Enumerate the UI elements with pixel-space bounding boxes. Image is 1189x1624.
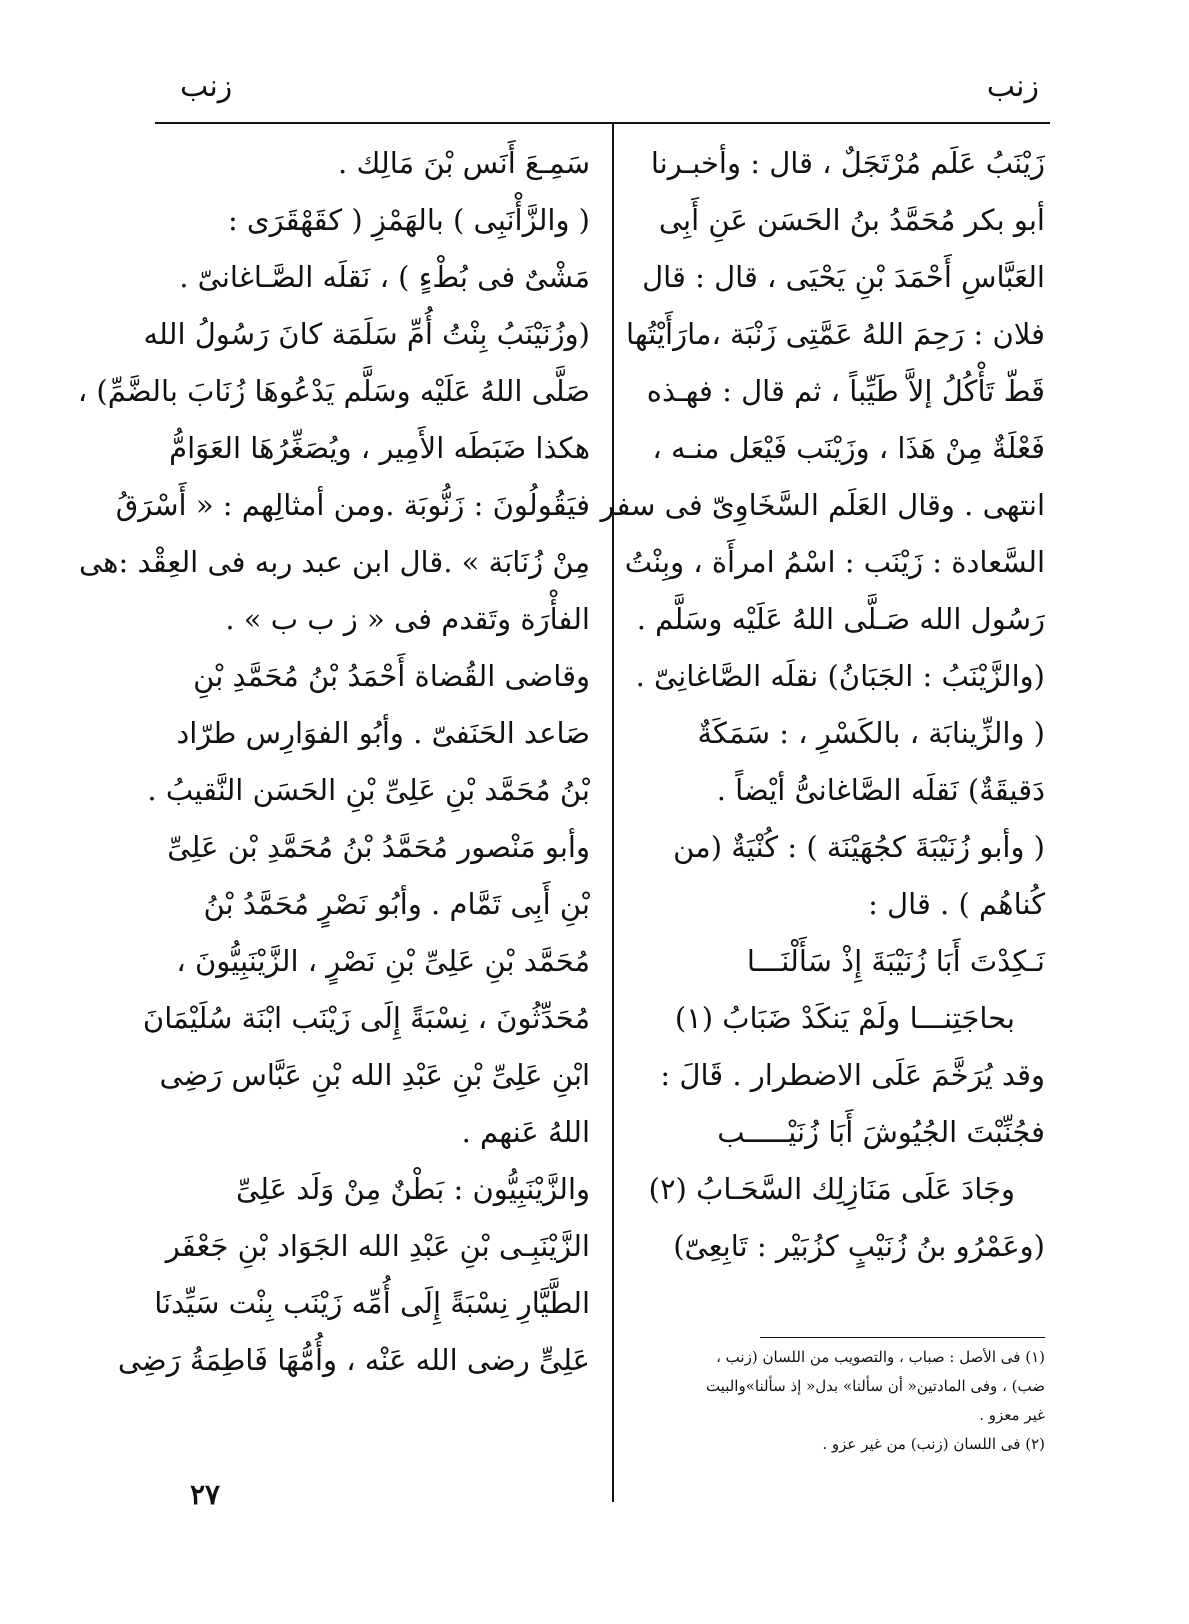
left-column	[77, 135, 590, 1389]
page-number: ٢٧	[190, 1478, 221, 1511]
text-line: السَّعادة : زَيْنَب : اسْمُ امرأَة ، وبِنْتُ	[624, 545, 1045, 579]
text-line: كُناهُم ) . قال :	[868, 887, 1045, 921]
text-line: ( وأبو زُنَيْبَةَ كجُهَيْنَة ) : كُنْيَةٌ (من	[673, 830, 1045, 864]
footnote-line: (١) فى الأصل : صباب ، والتصويب من اللسان (زنب ،	[716, 1348, 1045, 1366]
text-line: مُحَدِّثُونَ ، نِسْبَةً إِلَى زَيْنَب ابْنَة سُلَيْمَانَ	[142, 1001, 590, 1035]
text-line: أبو بكر مُحَمَّدُ بنُ الحَسَن عَنِ أَبِى	[658, 203, 1045, 237]
text-line: زَيْنَبُ عَلَم مُرْتَجَلٌ ، قال : وأخبـرنا	[650, 146, 1045, 180]
verse-line: بحاجَتِنـــا ولَمْ يَنكَدْ ضَبَابُ (١)	[674, 1001, 1015, 1035]
text-line: الفأْرَة وتَقدم فى « ز ب ب » .	[225, 602, 590, 636]
text-line: مَشْىٌ فى بُطْءٍ ) ، نَقلَه الصَّـاغانىّ .	[179, 260, 590, 294]
text-line: بْنِ أَبِى تَمَّام . وأبُو نَصْرٍ مُحَمَّدُ بْنُ	[203, 887, 590, 921]
text-line: مُحَمَّد بْنِ عَلِىِّ بْنِ نَصْرٍ ، الزَّيْنَبِيُّونَ ،	[176, 944, 590, 978]
footnote-rule	[760, 1337, 1045, 1338]
right-column	[600, 135, 1045, 1275]
text-line: فيَقُولُونَ : زَنُّوبَة .ومن أمثالِهم : « أَسْرَقُ	[115, 488, 590, 522]
running-head-right: زنب	[986, 69, 1039, 104]
text-line: عَلِىٍّ رضى الله عَنْه ، وأُمُّهَا فَاطِمَةُ رَضِى	[117, 1343, 590, 1377]
text-line: وأبو مَنْصور مُحَمَّدُ بْنُ مُحَمَّدِ بْن عَلِىِّ	[167, 830, 590, 864]
text-line: (والزَّيْنَبُ : الجَبَانُ) نقلَه الصَّاغانِىّ .	[635, 659, 1045, 693]
text-line: صَلَّى اللهُ عَلَيْه وسَلَّم يَدْعُوهَا زُنَابَ بالضَّمِّ) ،	[77, 374, 590, 408]
text-line: قَطّ تَأْكُلُ إلاَّ طَيِّباً ، ثم قال : فهـذه	[646, 374, 1045, 408]
text-line: فلان : رَحِمَ اللهُ عَمَّتِى زَنْبَة ،مارَأَيْتُها	[626, 317, 1045, 351]
text-line: بْنُ مُحَمَّد بْنِ عَلِىِّ بْنِ الحَسَن النَّقيبُ .	[147, 773, 590, 807]
text-line: (وزُنَيْنَبُ بِنْتُ أُمِّ سَلَمَة كانَ رَسُولُ الله	[143, 317, 590, 351]
footnote-line: ضب) ، وفى المادتين« أن سألنا» بدل« إذ سألنا»والبيت	[705, 1377, 1045, 1395]
text-line: فَعْلَةٌ مِنْ هَذَا ، وزَيْنَب فَيْعَل منـه ،	[652, 431, 1045, 465]
text-line: هكذا ضَبَطَه الأَمِير ، ويُصَغِّرُهَا العَوَامُّ	[169, 431, 590, 465]
text-line: العَبَّاسِ أَحْمَدَ بْنِ يَحْيَى ، قال : قال	[642, 260, 1045, 294]
footnote-line: (٢) فى اللسان (زنب) من غير عزو .	[822, 1435, 1045, 1453]
text-line: سَمِـعَ أَنَس بْنَ مَالِك .	[338, 146, 590, 180]
text-line: الطَّيَّارِ نِسْبَةً إِلَى أُمِّه زَيْنَب بِنْت سَيِّدنَا	[154, 1286, 590, 1320]
header-rule	[155, 122, 1050, 124]
text-line: صَاعد الحَنَفىّ . وأبُو الفوَارِس طرّاد	[176, 716, 590, 750]
text-line: (وعَمْرُو بنُ زُنَيْبٍ كزُبَيْر : تَابِعِىّ)	[673, 1229, 1045, 1263]
text-line: ابْنِ عَلِىِّ بْنِ عَبْدِ الله بْنِ عَبَّاس رَضِى	[159, 1058, 590, 1092]
footnotes	[630, 1343, 1045, 1459]
text-line: مِنْ زُنَابَة » .قال ابن عبد ربه فى العِقْد :هى	[79, 545, 590, 579]
text-line: الزَّيْنَبِـى بْنِ عَبْدِ الله الجَوَاد بْنِ جَعْفَر	[165, 1229, 590, 1263]
running-head-left: زنب	[180, 69, 233, 104]
text-line: وقد يُرَخَّمَ عَلَى الاضطرار . قَالَ :	[660, 1058, 1045, 1092]
text-line: انتهى . وقال العَلَم السَّخَاوِىّ فى سفر	[600, 488, 1045, 522]
text-line: والزَّيْنَبِيُّون : بَطْنٌ مِنْ وَلَد عَلِىِّ	[235, 1172, 590, 1206]
text-line: وقاضى القُضاة أَحْمَدُ بْنُ مُحَمَّدِ بْنِ	[193, 659, 590, 693]
text-line: رَسُول الله صَـلَّى اللهُ عَلَيْه وسَلَّم .	[636, 602, 1045, 636]
verse-line: وجَادَ عَلَى مَنَازِلِك السَّحَـابُ (٢)	[648, 1172, 1015, 1206]
verse-line: نَـكِدْتَ أَبَا زُنَيْبَةَ إِذْ سَأَلْنَـــا	[746, 944, 1045, 978]
footnote-line: غير معزو .	[979, 1406, 1045, 1424]
text-line: ( والزَّأْنَبِى ) بالهَمْزِ ( كقَهْقَرَى :	[227, 203, 590, 237]
text-line: ( والزِّينابَة ، بالكَسْرِ ، : سَمَكَةٌ	[697, 716, 1045, 750]
text-line: اللهُ عَنهم .	[461, 1115, 590, 1149]
text-line: دَقيقَةٌ) نَقلَه الصَّاغانىُّ أيْضاً .	[716, 773, 1045, 807]
text-line: فجُنِّبْتَ الجُيُوشَ أَبَا زُنَيْـــــب	[717, 1115, 1045, 1149]
column-divider	[612, 122, 614, 1502]
